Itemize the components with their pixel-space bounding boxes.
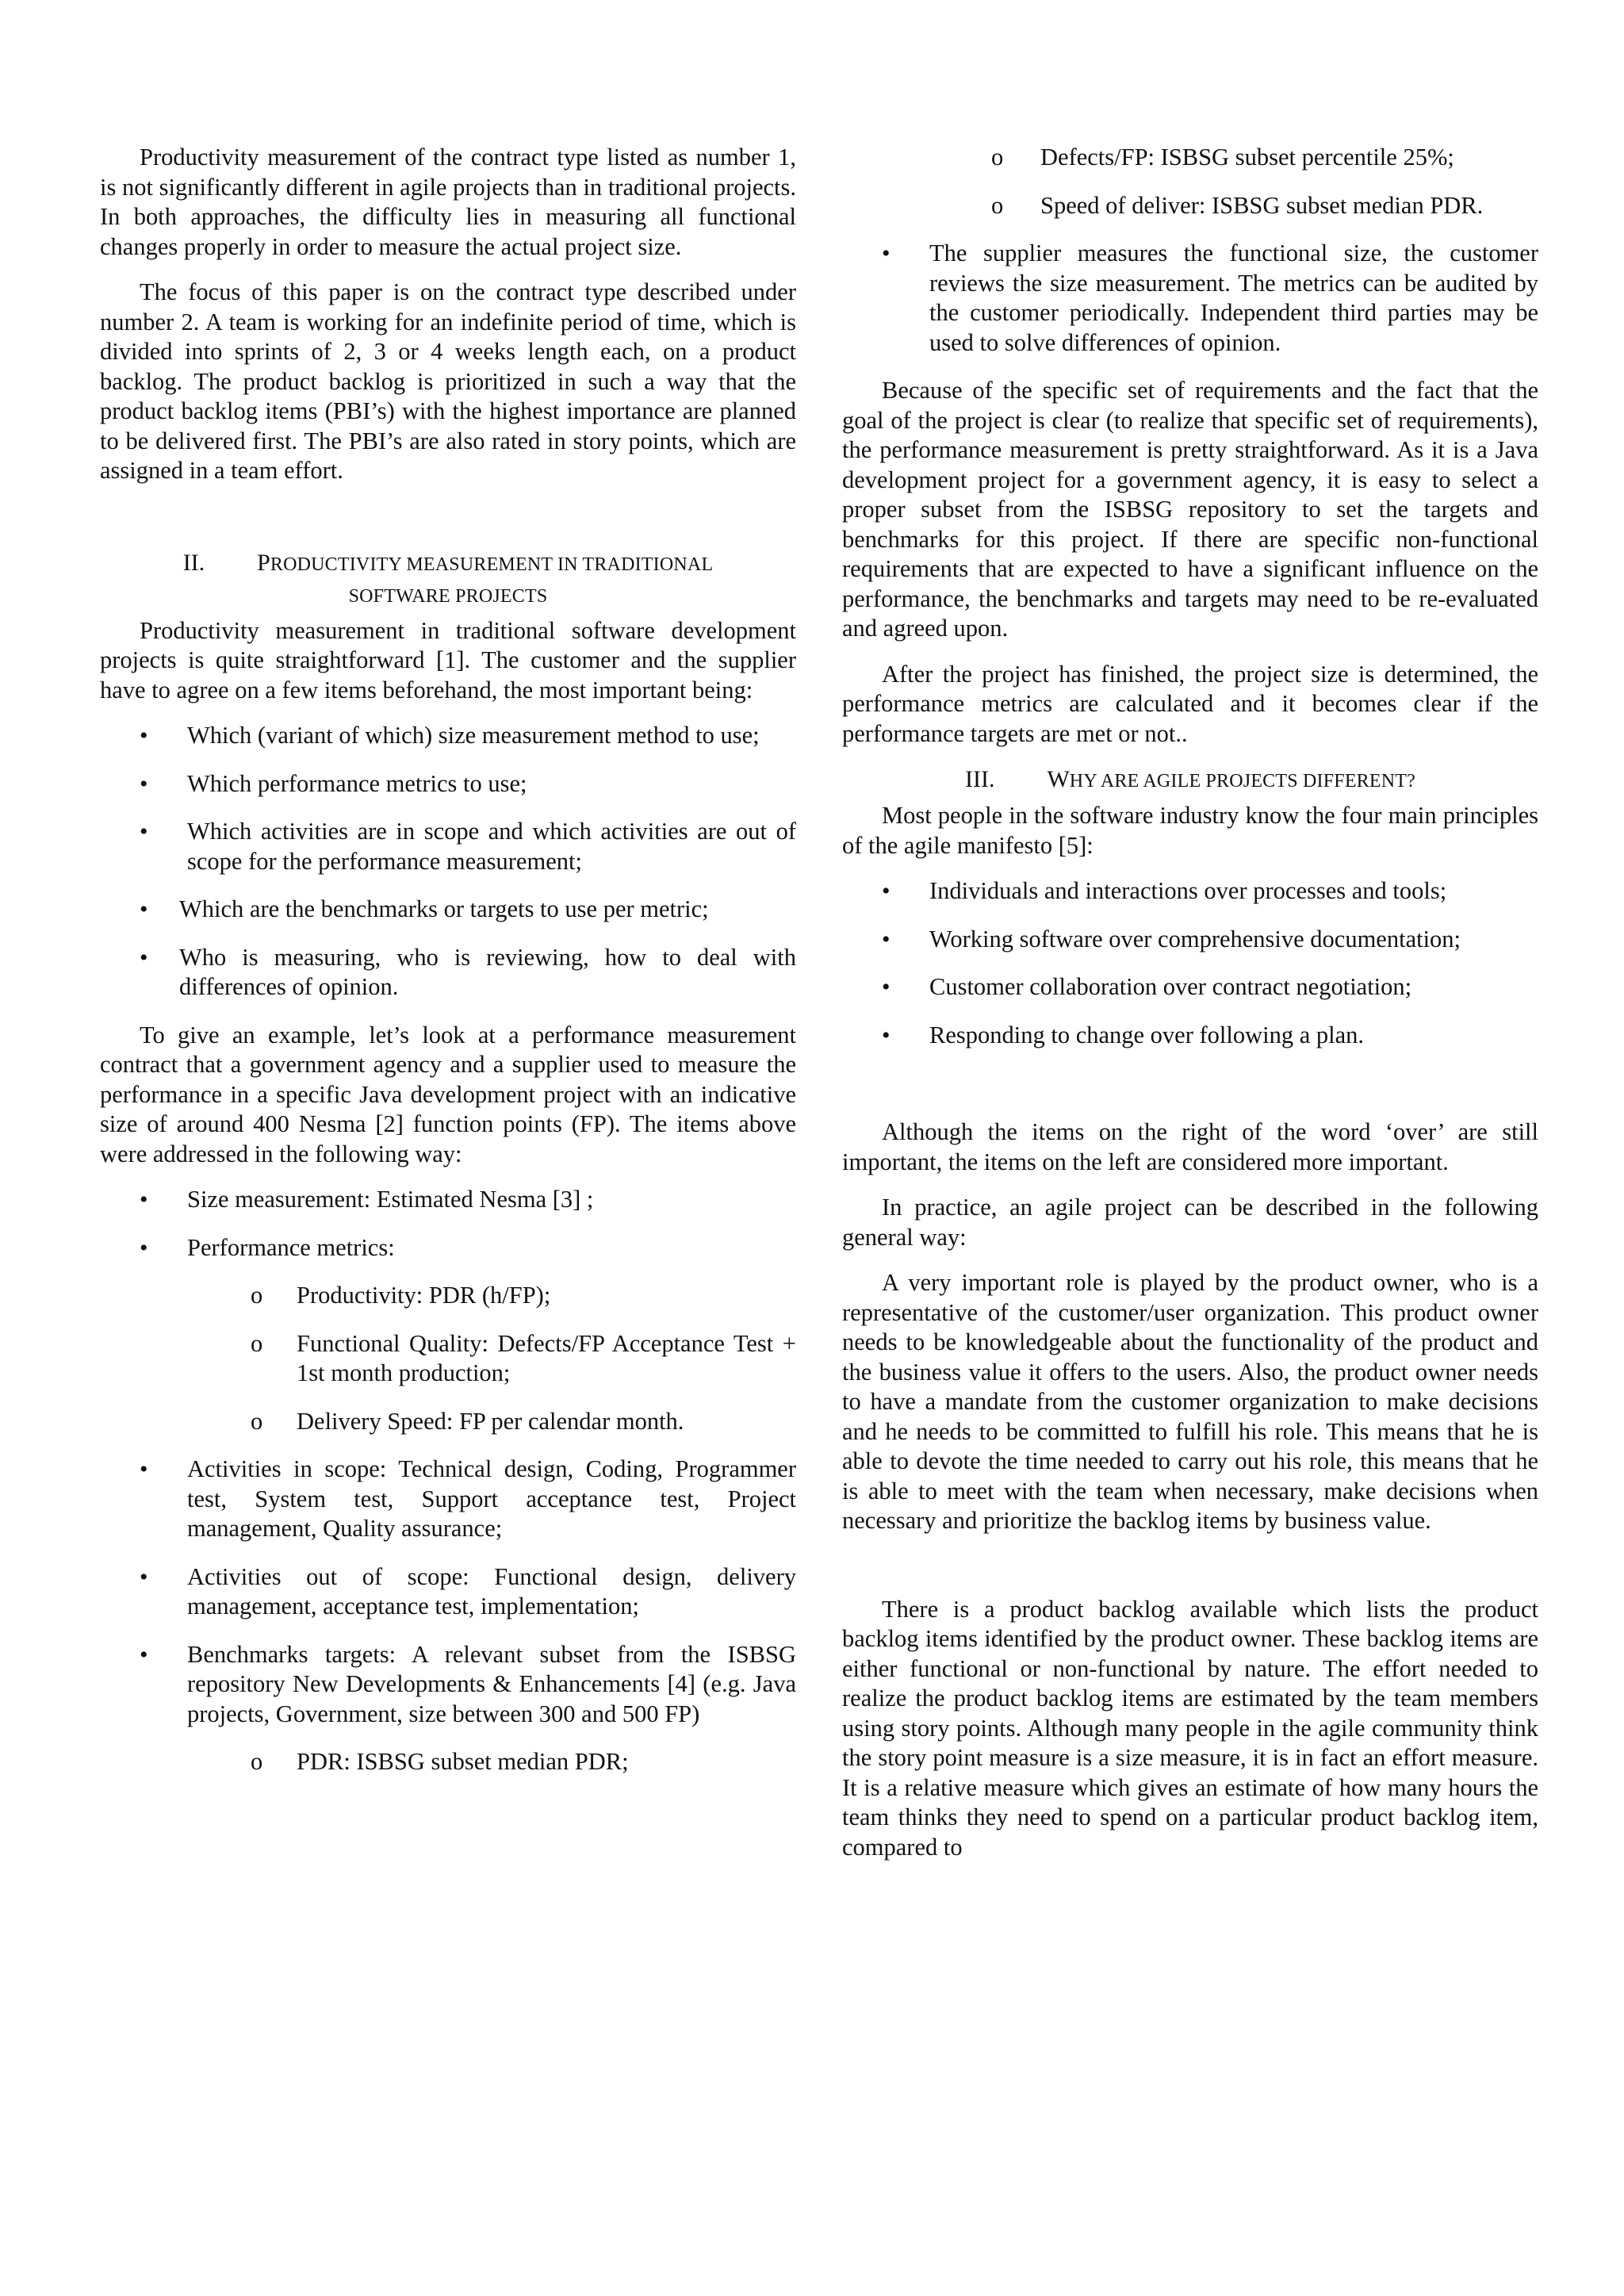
- list-item: • Individuals and interactions over processes and tools;: [842, 876, 1538, 907]
- bullet-icon: •: [882, 974, 891, 1000]
- paragraph: In practice, an agile project can be described in the following general way:: [842, 1194, 1538, 1251]
- bullet-icon: •: [140, 1563, 148, 1590]
- sub-list-item: o Speed of deliver: ISBSG subset median PDR.: [842, 191, 1538, 221]
- bullet-icon: •: [882, 1022, 891, 1048]
- sub-list-item: o Productivity: PDR (h/FP);: [100, 1281, 796, 1311]
- bullet-icon: •: [140, 818, 148, 845]
- list-item: • Size measurement: Estimated Nesma [3] ;: [100, 1185, 796, 1215]
- paragraph: The focus of this paper is on the contract type described under number 2. A team is working for an indefinite period of time, which is divided into sprints of 2, 3 or 4 weeks length each, on a product backlog. The product backlog is prioritized in such a way that the product backlog items (PBI’s) with the highest importance are planned to be delivered first. The PBI’s are also rated in story points, which are assigned in a team effort.: [100, 278, 796, 484]
- paragraph: Because of the specific set of requirements and the fact that the goal of the project is clear (to realize that specific set of requirements), the performance measurement is pretty straightforward. As it is a Java development project for a government agency, it is easy to select a proper subset from the ISBSG repository to set the targets and benchmarks for this project. If there are specific non-functional requirements that are expected to have a significant influence on the performance, the benchmarks and targets may need to be re-evaluated and agreed upon.: [842, 377, 1538, 642]
- sub-list: [100, 1747, 796, 1777]
- section-heading: II. PRODUCTIVITY MEASUREMENT IN TRADITIONAL SOFTWARE PROJECTS: [182, 549, 714, 607]
- left-column: [100, 143, 796, 1796]
- list-item: • Performance metrics:: [100, 1233, 796, 1263]
- circle-bullet-icon: o: [251, 1748, 263, 1775]
- list-item: • Responding to change over following a plan.: [842, 1021, 1538, 1051]
- list-item: • Activities out of scope: Functional design, delivery management, acceptance test, implementation;: [140, 1562, 796, 1619]
- sub-list-item: o Functional Quality: Defects/FP Acceptance Test + 1st month production;: [251, 1329, 796, 1386]
- paragraph: Productivity measurement in traditional software development projects is quite straightforward [1]. The customer and the supplier have to agree on a few items beforehand, the most important being:: [100, 616, 796, 703]
- bullet-icon: •: [140, 723, 148, 749]
- paragraph: Productivity measurement of the contract type listed as number 1, is not significantly different in agile projects than in traditional projects. In both approaches, the difficulty lies in measuring all functional changes properly in order to measure the actual project size.: [100, 144, 796, 260]
- section-heading: III. WHY ARE AGILE PROJECTS DIFFERENT?: [842, 765, 1538, 796]
- section-number: II.: [182, 549, 205, 576]
- list-item: • Who is measuring, who is reviewing, how to deal with differences of opinion.: [140, 943, 796, 1000]
- circle-bullet-icon: o: [251, 1329, 263, 1357]
- list-item: • Which activities are in scope and which activities are out of scope for the performance measurement;: [140, 818, 796, 875]
- circle-bullet-icon: o: [991, 191, 1004, 219]
- bullet-list: [100, 1455, 796, 1729]
- sub-list: [100, 1281, 796, 1436]
- paragraph: To give an example, let’s look at a performance measurement contract that a government agency and a supplier used to measure the performance in a specific Java development project with an indicative size of around 400 Nesma [2] function points (FP). The items above were addressed in the following way:: [100, 1021, 796, 1167]
- list-item: • Which performance metrics to use;: [100, 769, 796, 799]
- bullet-icon: •: [140, 896, 148, 922]
- bullet-icon: •: [882, 878, 891, 904]
- list-item: • Activities in scope: Technical design, Coding, Programmer test, System test, Support acceptance test, Project management, Quality assurance;: [140, 1455, 796, 1542]
- bullet-icon: •: [882, 240, 891, 266]
- list-item: • Working software over comprehensive documentation;: [842, 925, 1538, 955]
- sub-list-item: o Defects/FP: ISBSG subset percentile 25%;: [842, 143, 1538, 173]
- bullet-list: [842, 876, 1538, 1050]
- circle-bullet-icon: o: [251, 1282, 263, 1309]
- circle-bullet-icon: o: [991, 144, 1004, 171]
- sub-list-item: o PDR: ISBSG subset median PDR;: [100, 1747, 796, 1777]
- paragraph: Most people in the software industry know the four main principles of the agile manifesto [5]:: [842, 802, 1538, 859]
- list-item: • Customer collaboration over contract negotiation;: [842, 972, 1538, 1002]
- sub-list: [842, 143, 1538, 220]
- bullet-icon: •: [140, 1641, 148, 1668]
- bullet-list: [100, 721, 796, 1002]
- paragraph: Although the items on the right of the word ‘over’ are still important, the items on the left are considered more important.: [842, 1118, 1538, 1175]
- bullet-icon: •: [882, 926, 891, 953]
- bullet-icon: •: [140, 1234, 148, 1261]
- section-heading-line2: SOFTWARE PROJECTS: [348, 585, 548, 607]
- sub-list-item: o Delivery Speed: FP per calendar month.: [100, 1407, 796, 1437]
- list-item: • Which (variant of which) size measurement method to use;: [100, 721, 796, 751]
- list-item: • Benchmarks targets: A relevant subset from the ISBSG repository New Developments & Enhancements [4] (e.g. Java projects, Government, size between 300 and 500 FP): [140, 1640, 796, 1727]
- bullet-list: [842, 239, 1538, 358]
- bullet-icon: •: [140, 1456, 148, 1482]
- circle-bullet-icon: o: [251, 1407, 263, 1435]
- bullet-icon: •: [140, 770, 148, 797]
- list-item: • The supplier measures the functional size, the customer reviews the size measurement. The metrics can be audited by the customer periodically. Independent third parties may be used to solve differences of opinion.: [882, 240, 1538, 356]
- bullet-list: [100, 1185, 796, 1263]
- bullet-icon: •: [140, 1186, 148, 1213]
- list-item: • Which are the benchmarks or targets to use per metric;: [100, 895, 796, 925]
- bullet-icon: •: [140, 944, 148, 971]
- paragraph: There is a product backlog available which lists the product backlog items identified by the product owner. These backlog items are either functional or non-functional by nature. The effort needed to realize the product backlog items are estimated by the team members using story points. Although many people in the agile community think the story point measure is a size measure, it is in fact an effort measure. It is a relative measure which gives an estimate of how many hours the team thinks they need to spend on a particular product backlog item, compared to: [842, 1595, 1538, 1861]
- paragraph: After the project has finished, the project size is determined, the performance metrics are calculated and it becomes clear if the performance targets are met or not..: [842, 660, 1538, 747]
- section-number: III.: [964, 766, 995, 792]
- right-column: [842, 143, 1538, 1878]
- paragraph: A very important role is played by the product owner, who is a representative of the customer/user organization. This product owner needs to be knowledgeable about the functionality of the product and the business value it offers to the users. Also, the product owner needs to have a mandate from the customer organization to make decisions and he needs to be committed to fulfill his role. This means that he is able to devote the time needed to carry out his role, this means that he is able to meet with the team when necessary, make decisions when necessary and prioritize the backlog items by business value.: [842, 1269, 1538, 1534]
